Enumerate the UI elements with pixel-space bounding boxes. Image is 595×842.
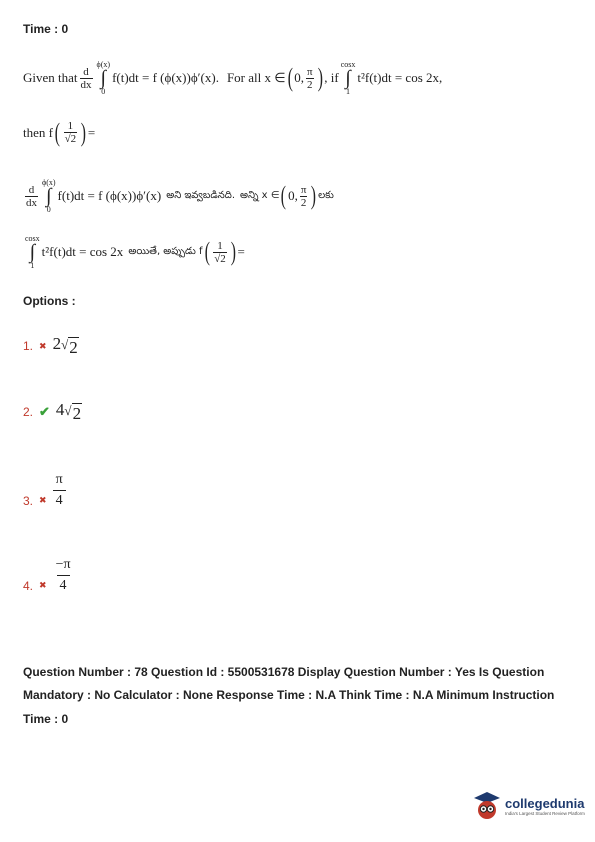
option-value: 2 √ 2 — [52, 334, 78, 357]
time-label: Time : 0 — [23, 22, 69, 36]
integrand-1: f(t)dt = f (ϕ(x))ϕ′(x). — [112, 70, 219, 85]
integrand-1-te: f(t)dt = f (ϕ(x))ϕ′(x) — [57, 188, 162, 203]
integral-cos-te: cosx ∫ 1 — [25, 234, 40, 270]
question-en-line2: then f ( $\frac{1}{√2}$ ) = — [23, 117, 96, 147]
option-index: 1. — [23, 339, 34, 353]
option-index: 3. — [23, 493, 34, 508]
given-phrase-te: అని ఇవ్వబడినది. — [166, 190, 236, 201]
check-icon: ✔ — [39, 404, 50, 419]
brand-tagline: India's Largest Student Review Platform — [505, 811, 585, 816]
question-meta-line3: Time : 0 — [23, 712, 69, 726]
interval-zero-te: 0, — [288, 188, 298, 203]
integrand-2: t²f(t)dt = cos 2x, — [357, 70, 443, 85]
equals-sign: = — [87, 124, 96, 140]
integrand-2-te: t²f(t)dt = cos 2x — [41, 244, 124, 259]
question-meta-line1: Question Number : 78 Question Id : 5500531678 Display Question Number : Yes Is Question — [23, 665, 545, 679]
integral-phi: ϕ(x) ∫ 0 — [96, 60, 111, 96]
option-1[interactable] — [23, 334, 79, 358]
option-index: 4. — [23, 578, 34, 593]
for-phrase-te: లకు — [318, 190, 334, 201]
question-meta-line2: Mandatory : No Calculator : None Response Time : N.A Think Time : N.A Minimum Instruction — [23, 688, 555, 702]
equals-sign-te: = — [237, 244, 245, 259]
all-phrase-te: అన్ని x ∈ — [240, 190, 280, 201]
for-all-text: For all x ∈ — [226, 70, 286, 85]
question-te-line2: cosx ∫ 1 t²f(t)dt = cos 2x అయితే, అప్పుడు f ( $\frac{1}{√2}$ ) = — [25, 234, 245, 270]
then-f-text: then f — [23, 124, 53, 140]
pi-over-two: $\frac{\pi}{2}$ — [307, 65, 313, 91]
option-4[interactable] — [23, 557, 74, 594]
option-2[interactable] — [23, 400, 82, 424]
given-that-text: Given that — [23, 70, 78, 85]
graduate-owl-icon — [473, 791, 501, 821]
collegedunia-logo — [473, 791, 585, 821]
options-label: Options : — [23, 294, 76, 308]
question-en-line1: Given that $\frac{d}{dx}$ ϕ(x) ∫ 0 f(t)dt = f (ϕ(x))ϕ′(x). For all x ∈ ( 0, $\frac{\pi}{2}$ ) , if cosx ∫ 1 t²f(t)dt = cos 2x, — [23, 60, 443, 96]
question-te-line1: $\frac{d}{dx}$ ϕ(x) ∫ 0 f(t)dt = f (ϕ(x))ϕ′(x) అని ఇవ్వబడినది. అన్ని x ∈ ( 0, $\frac{\pi}{2}$ ) లకు — [26, 178, 334, 214]
pi-over-two-te: $\frac{\pi}{2}$ — [300, 183, 307, 209]
interval-zero: 0, — [294, 70, 305, 85]
cross-icon: ✖ — [39, 340, 47, 351]
option-index: 2. — [23, 405, 34, 419]
derivative-fraction-te: $\frac{d}{dx}$ — [26, 183, 37, 209]
cross-icon: ✖ — [39, 495, 47, 505]
cross-icon: ✖ — [39, 580, 47, 590]
option-value: −π 4 — [55, 557, 71, 593]
if-phrase-te: అయితే, అప్పుడు f — [128, 246, 203, 257]
if-text: , if — [324, 70, 339, 85]
option-3[interactable] — [23, 472, 66, 509]
brand-name: collegedunia — [505, 796, 585, 811]
option-value: π 4 — [53, 472, 66, 509]
option-value: 4 √ 2 — [55, 400, 82, 423]
one-over-root2-te: $\frac{1}{√2}$ — [214, 239, 226, 265]
one-over-root2: $\frac{1}{√2}$ — [64, 120, 77, 145]
integral-cos: cosx ∫ 1 — [340, 60, 356, 96]
integral-phi-te: ϕ(x) ∫ 0 — [42, 178, 56, 214]
derivative-fraction: $\frac{d}{dx}$ — [80, 65, 92, 91]
